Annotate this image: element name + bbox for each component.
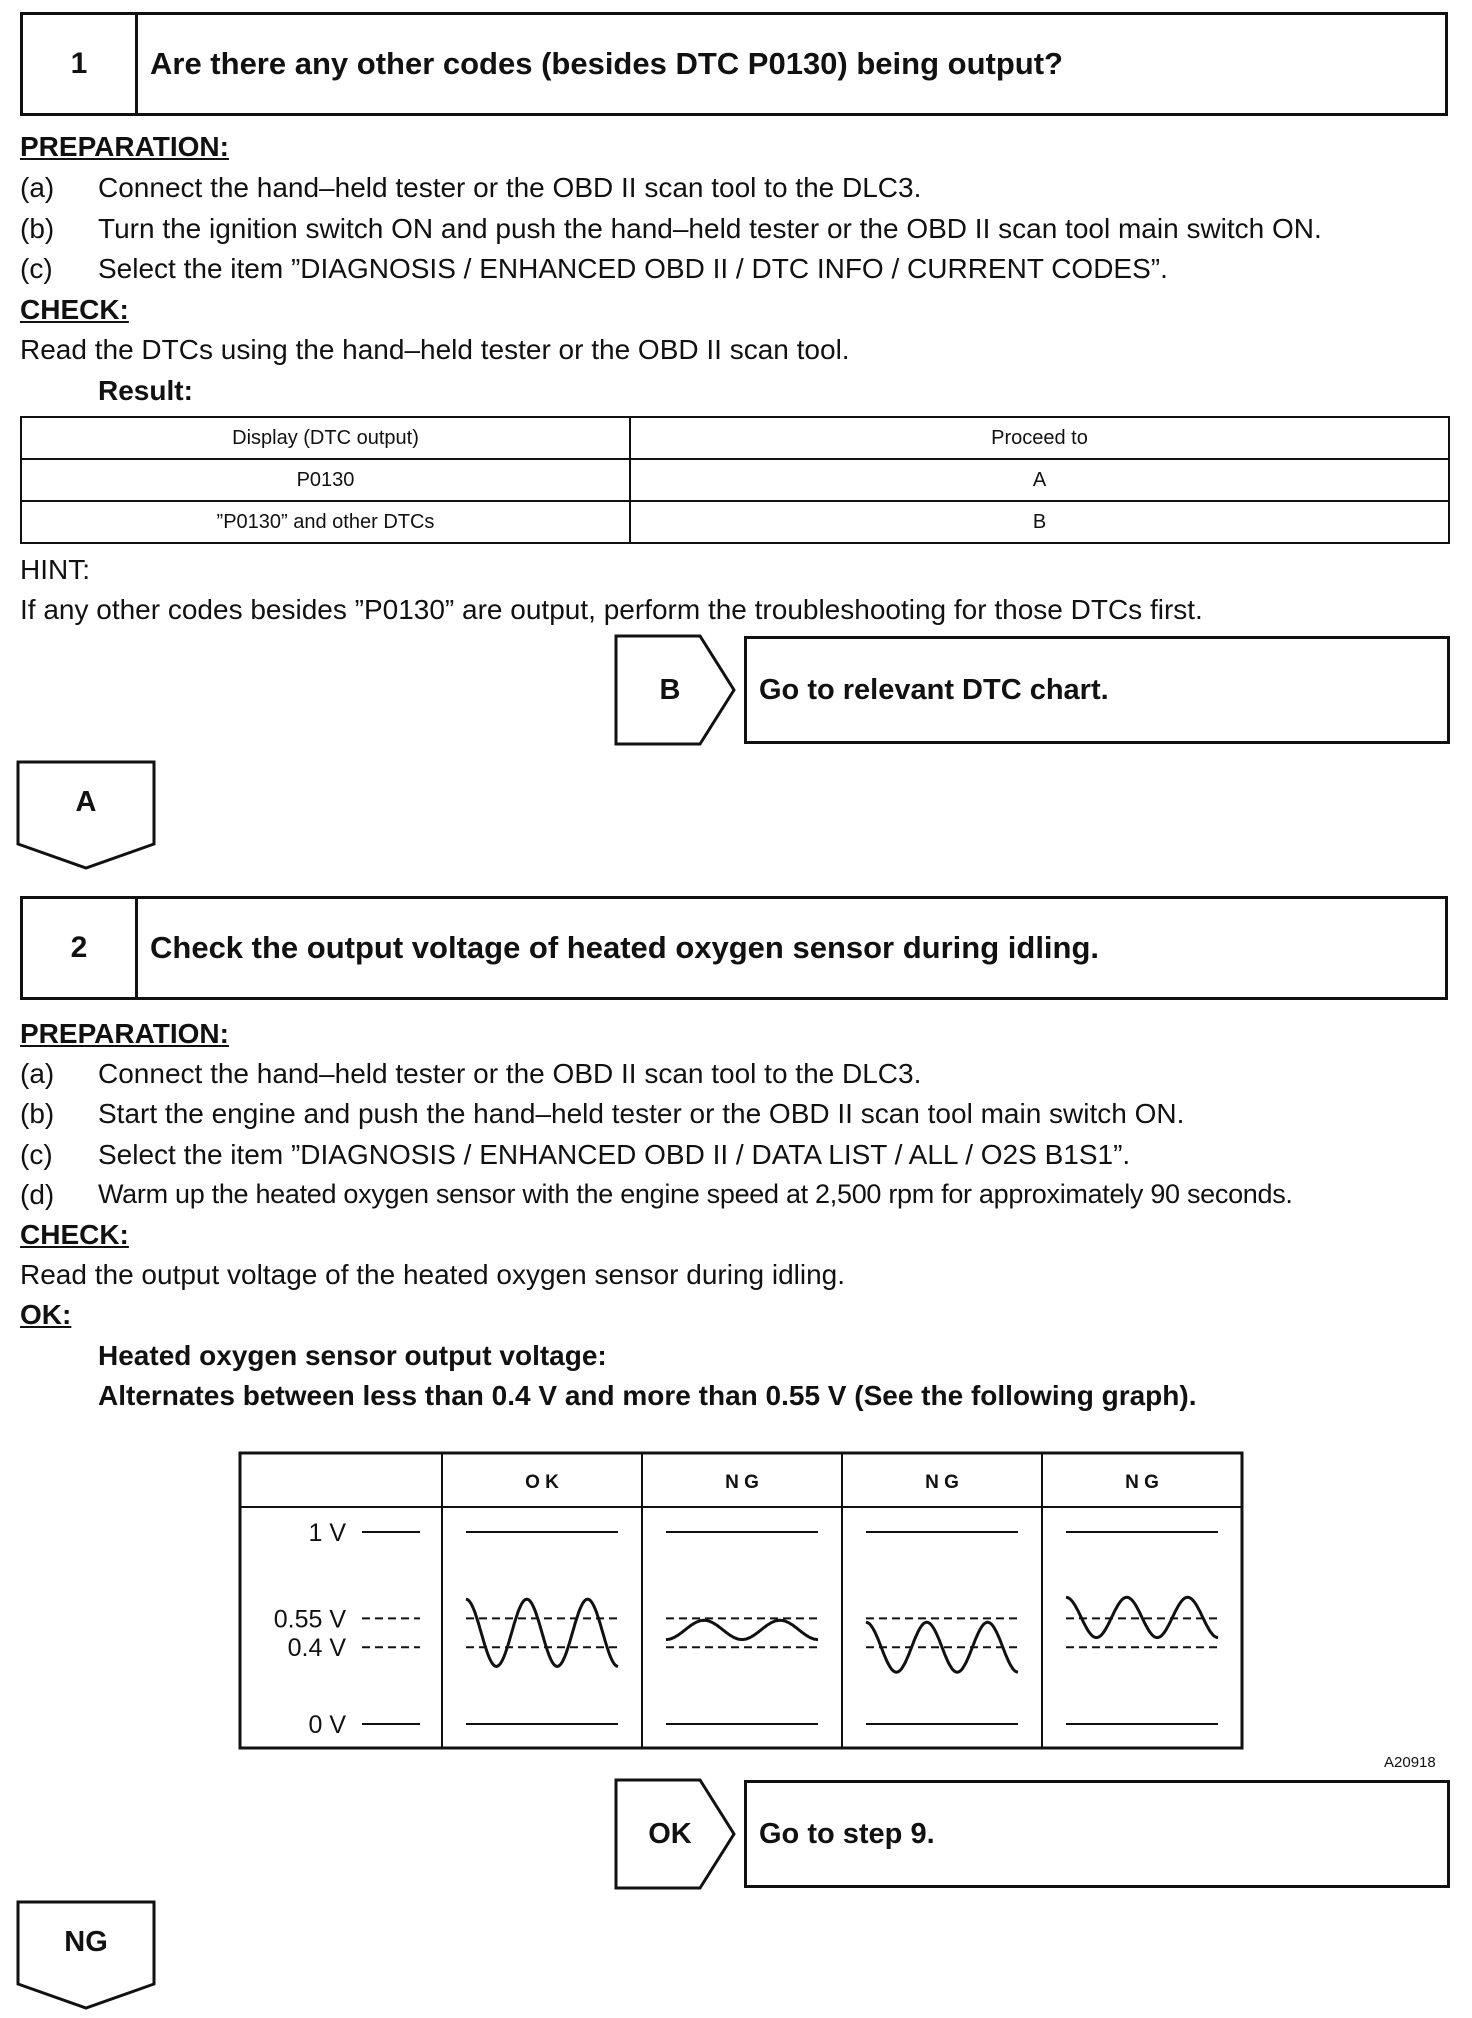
prep-label: (a) [20, 172, 55, 203]
check-heading: CHECK: [20, 294, 129, 325]
ok-spec-value: Alternates between less than 0.4 V and more than 0.55 V (See the following graph). [98, 1380, 1197, 1411]
branch-a-label: A [75, 785, 97, 818]
step-number: 2 [23, 899, 138, 997]
hint-heading: HINT: [20, 554, 90, 585]
prep-text: Select the item ”DIAGNOSIS / ENHANCED OBD II / DATA LIST / ALL / O2S B1S1”. [98, 1139, 1131, 1170]
prep-label: (a) [20, 1058, 55, 1089]
ok-spec-label: Heated oxygen sensor output voltage: [98, 1340, 607, 1371]
chart-column-label: N G [1125, 1472, 1159, 1493]
figure-id: A20918 [1384, 1754, 1436, 1771]
chart-column-label: N G [925, 1472, 959, 1493]
table-cell: A [630, 459, 1449, 501]
y-tick-label: 0 V [308, 1711, 346, 1739]
branch-ok-target: Go to step 9. [744, 1780, 1450, 1888]
chart-column-label: N G [725, 1472, 759, 1493]
branch-ng-label: NG [64, 1925, 108, 1958]
preparation-heading: PREPARATION: [20, 131, 229, 162]
y-tick-label: 0.4 V [287, 1634, 346, 1663]
prep-text: Connect the hand–held tester or the OBD II scan tool to the DLC3. [98, 1058, 922, 1089]
prep-text: Select the item ”DIAGNOSIS / ENHANCED OBD II / DTC INFO / CURRENT CODES”. [98, 253, 1168, 284]
branch-b-target: Go to relevant DTC chart. [744, 636, 1450, 744]
prep-label: (d) [20, 1179, 55, 1210]
hint-text: If any other codes besides ”P0130” are output, perform the troubleshooting for those DTCs first. [20, 594, 1203, 625]
check-text: Read the output voltage of the heated oxygen sensor during idling. [20, 1259, 846, 1290]
prep-text: Connect the hand–held tester or the OBD II scan tool to the DLC3. [98, 172, 922, 203]
table-cell: ”P0130” and other DTCs [21, 501, 630, 543]
prep-text: Start the engine and push the hand–held tester or the OBD II scan tool main switch ON. [98, 1098, 1185, 1129]
prep-label: (c) [20, 253, 53, 284]
prep-label: (b) [20, 1098, 55, 1129]
chart-column-label: O K [525, 1472, 559, 1493]
chart-frame [240, 1453, 1242, 1748]
step-title: Check the output voltage of heated oxygen sensor during idling. [150, 930, 1100, 965]
prep-text: Turn the ignition switch ON and push the hand–held tester or the OBD II scan tool main switch ON. [98, 213, 1322, 244]
check-text: Read the DTCs using the hand–held tester or the OBD II scan tool. [20, 334, 850, 365]
result-heading: Result: [98, 375, 193, 406]
step-title: Are there any other codes (besides DTC P0130) being output? [150, 46, 1063, 81]
table-header: Proceed to [630, 417, 1449, 459]
branch-b-label: B [659, 673, 681, 706]
branch-ok-label: OK [648, 1817, 692, 1850]
table-cell: P0130 [21, 459, 630, 501]
prep-label: (c) [20, 1139, 53, 1170]
preparation-heading: PREPARATION: [20, 1018, 229, 1049]
check-heading: CHECK: [20, 1219, 129, 1250]
step-number: 1 [23, 15, 138, 113]
ok-heading: OK: [20, 1299, 72, 1330]
table-header: Display (DTC output) [21, 417, 630, 459]
prep-label: (b) [20, 213, 55, 244]
y-tick-label: 1 V [308, 1519, 346, 1547]
prep-text: Warm up the heated oxygen sensor with the engine speed at 2,500 rpm for approximately 90 seconds. [98, 1179, 1293, 1209]
y-tick-label: 0.55 V [273, 1605, 346, 1634]
table-cell: B [630, 501, 1449, 543]
